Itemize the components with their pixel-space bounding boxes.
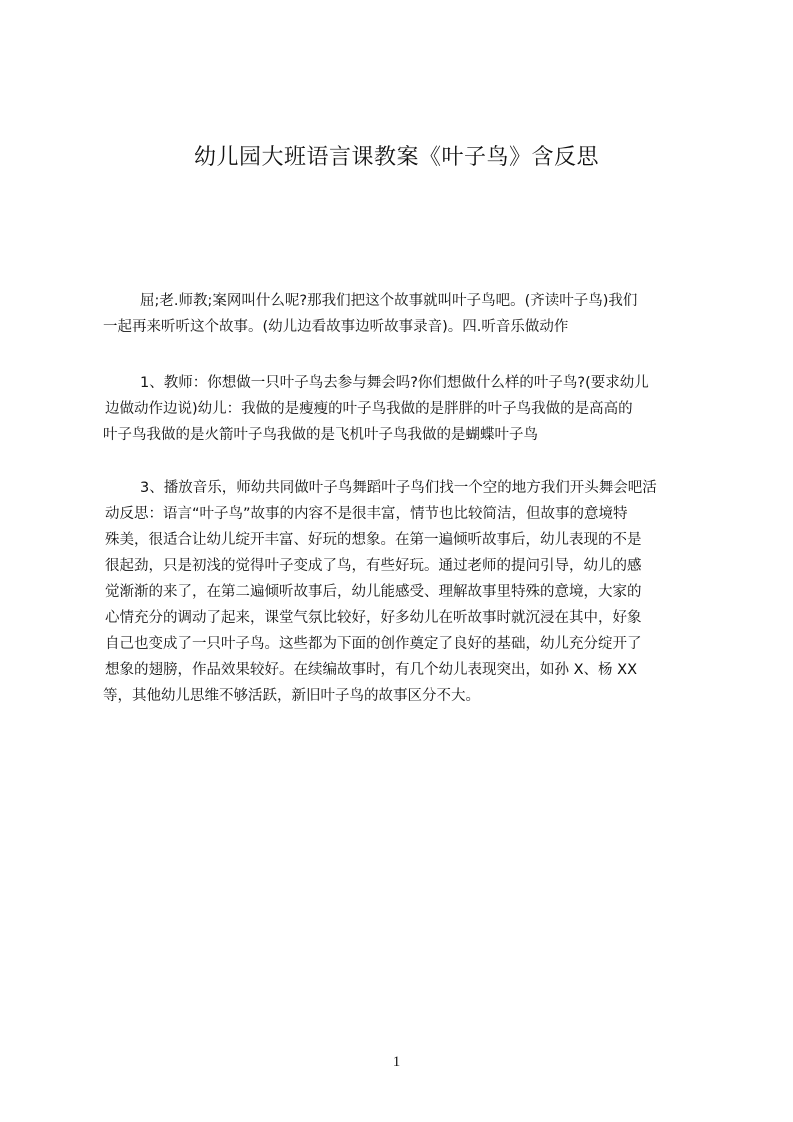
text-line: 动反思：语言“叶子鸟”故事的内容不是很丰富，情节也比较简洁，但故事的意境特 [105,506,628,522]
document-title: 幼儿园大班语言课教案《叶子鸟》含反思 [193,145,599,170]
text-line: 觉渐渐的来了，在第二遍倾听故事后，幼儿能感受、理解故事里特殊的意境，大家的 [105,584,642,600]
text-line: 想象的翅膀，作品效果较好。在续编故事时，有几个幼儿表现突出，如孙 X、杨 XX [105,662,638,678]
text-line: 边做动作边说)幼儿：我做的是瘦瘦的叶子鸟我做的是胖胖的叶子鸟我做的是高高的 [105,401,633,417]
paragraph-story-naming [103,288,703,340]
text-line: 屈;老.师教;案网叫什么呢?那我们把这个故事就叫叶子鸟吧。(齐读叶子鸟)我们 [140,293,638,309]
text-line: 自己也变成了一只叶子鸟。这些都为下面的创作奠定了良好的基础，幼儿充分绽开了 [105,636,642,652]
text-line: 一起再来听听这个故事。(幼儿边看故事边听故事录音)。四.听音乐做动作 [103,319,569,335]
text-line: 心情充分的调动了起来，课堂气氛比较好，好多幼儿在听故事时就沉浸在其中，好象 [105,610,642,626]
text-line: 殊美，很适合让幼儿绽开丰富、好玩的想象。在第一遍倾听故事后，幼儿表现的不是 [105,532,642,548]
text-line: 3、播放音乐，师幼共同做叶子鸟舞蹈叶子鸟们找一个空的地方我们开头舞会吧活 [140,480,657,496]
paragraph-reflection [103,475,703,709]
text-line: 很起劲，只是初浅的觉得叶子变成了鸟，有些好玩。通过老师的提问引导，幼儿的感 [105,558,642,574]
text-line: 叶子鸟我做的是火箭叶子鸟我做的是飞机叶子鸟我做的是蝴蝶叶子鸟 [103,427,538,443]
page-number: 1 [392,1054,401,1070]
text-line: 等，其他幼儿思维不够活跃，新旧叶子鸟的故事区分不大。 [103,688,480,704]
paragraph-teacher-question [103,370,703,448]
text-line: 1、教师：你想做一只叶子鸟去参与舞会吗?你们想做什么样的叶子鸟?(要求幼儿 [140,375,649,391]
